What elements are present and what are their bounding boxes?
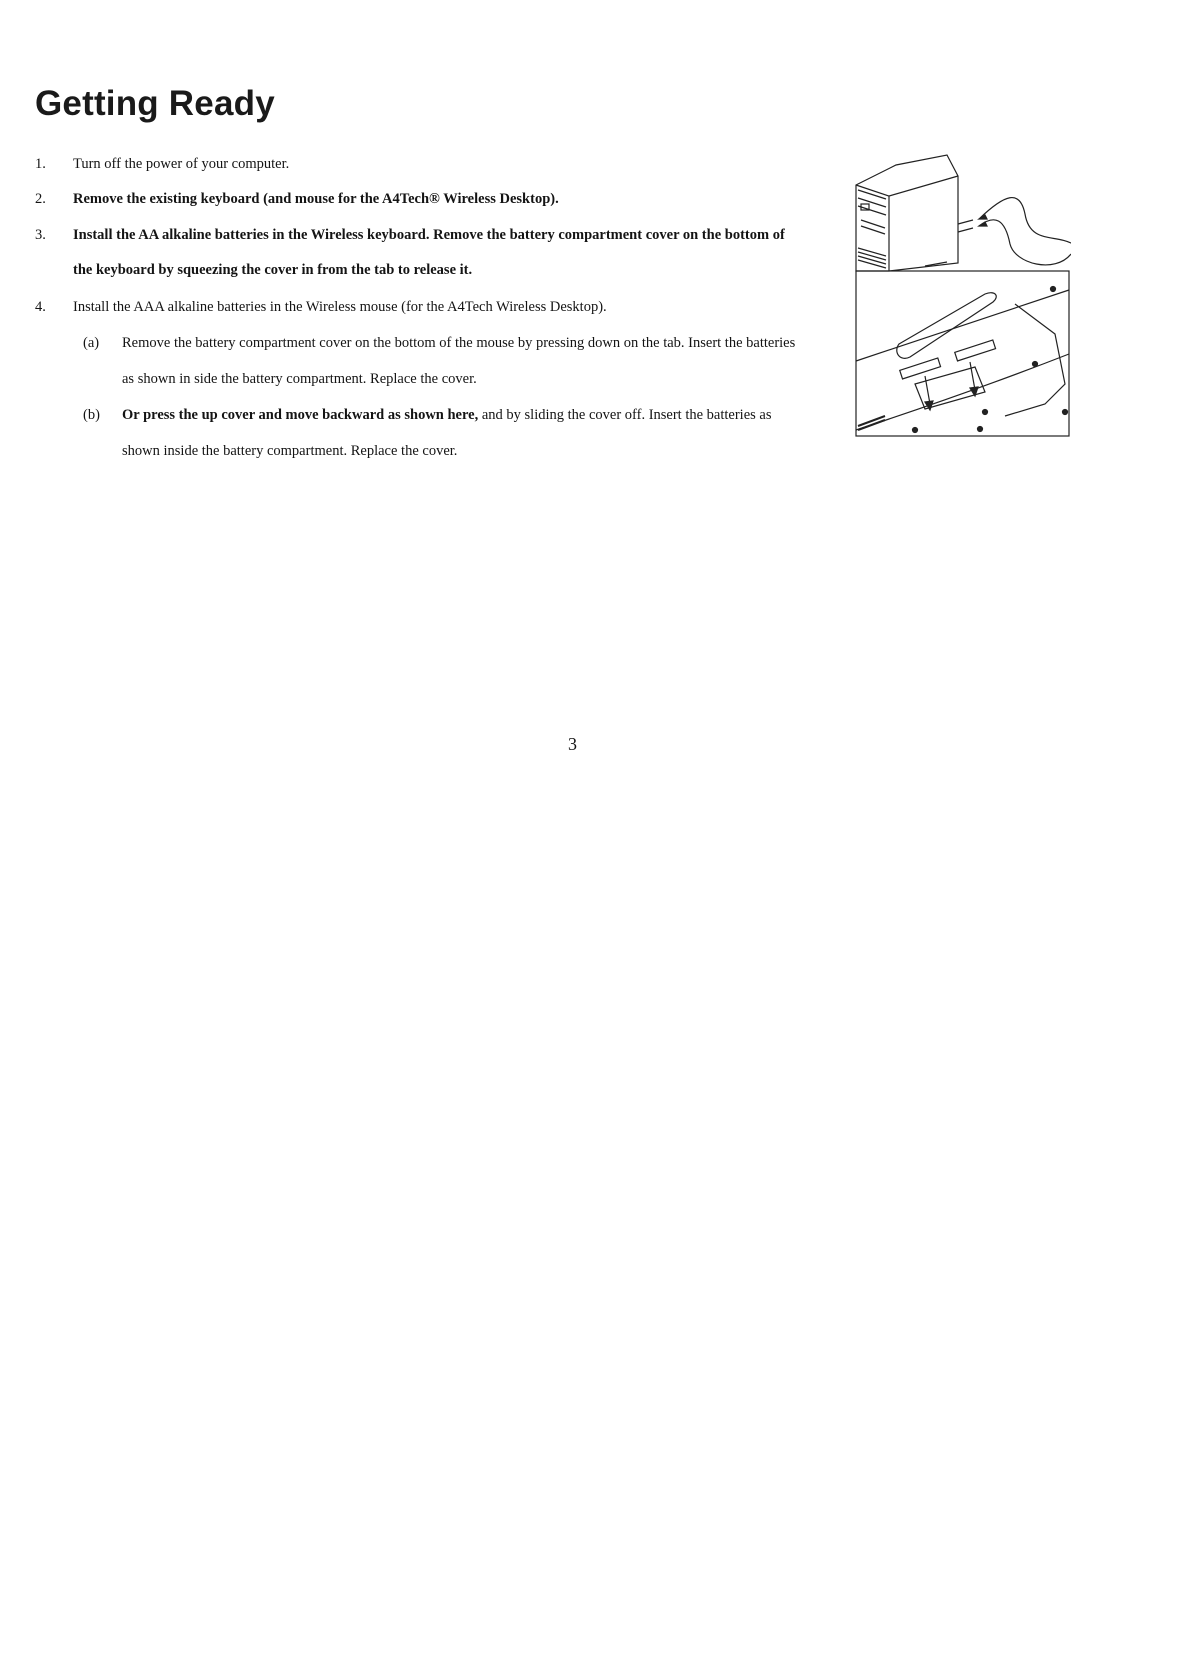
step-1-text: Turn off the power of your computer. [73,156,290,172]
substep-a-label: (a) [83,335,100,351]
step-3-text-line-1: Install the AA alkaline batteries in the Wireless keyboard. Remove the battery compartment cover on the bottom of [73,227,785,243]
substep-b-text-line-1 [122,406,772,424]
page-title: Getting Ready [35,84,275,123]
substep-a-text-line-1: Remove the battery compartment cover on the bottom of the mouse by pressing down on the tab. Insert the batteries [122,335,796,351]
step-2-number: 2. [35,191,46,207]
step-3-text-line-2: the keyboard by squeezing the cover in from the tab to release it. [73,262,473,278]
step-1-number: 1. [35,156,46,172]
battery-installation-illustration [855,154,1071,438]
substep-b-bold-text: Or press the up cover and move backward as shown here, [122,407,479,423]
substep-b-regular-text: and by sliding the cover off. Insert the batteries as [478,407,772,423]
step-3-number: 3. [35,227,46,243]
page-number: 3 [568,734,577,754]
substep-b-text-line-2: shown inside the battery compartment. Replace the cover. [122,443,458,459]
step-4-text: Install the AAA alkaline batteries in the Wireless mouse (for the A4Tech Wireless Desktop). [73,299,607,315]
step-4-number: 4. [35,299,46,315]
substep-a-text-line-2: as shown in side the battery compartment. Replace the cover. [122,371,477,387]
step-2-text: Remove the existing keyboard (and mouse for the A4Tech® Wireless Desktop). [73,191,559,207]
substep-b-label: (b) [83,407,100,423]
